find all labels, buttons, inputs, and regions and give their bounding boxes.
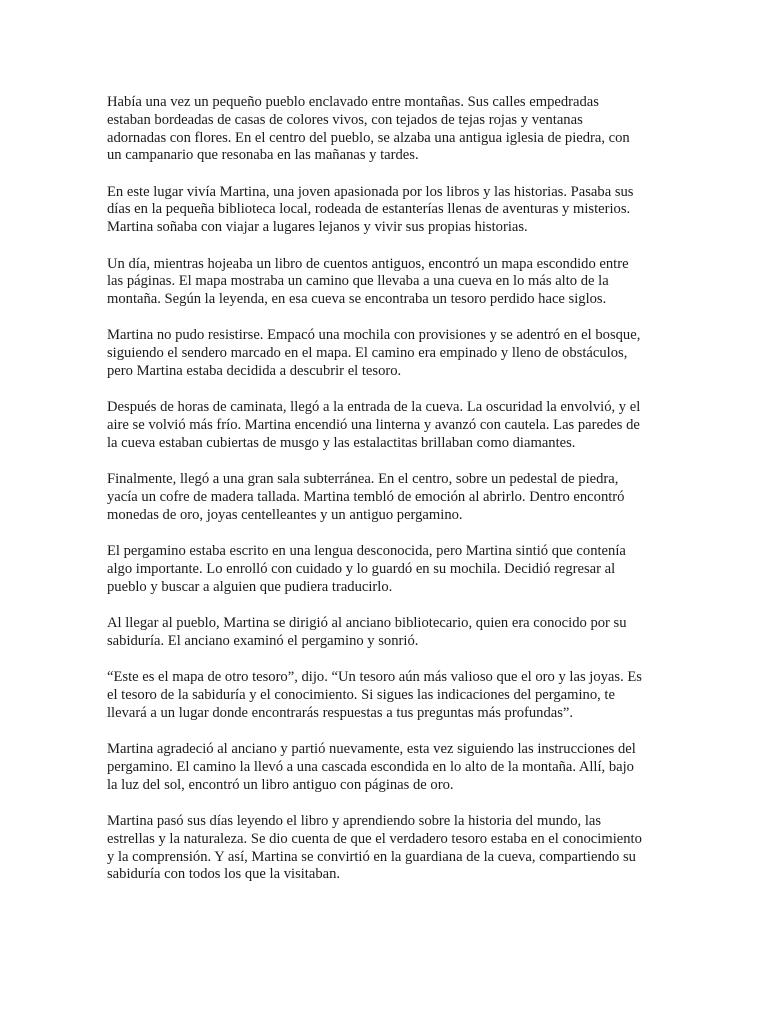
text-line: Después de horas de caminata, llegó a la entrada de la cueva. La oscuridad la envolvió, y el <box>107 399 641 416</box>
text-line: el tesoro de la sabiduría y el conocimiento. Si sigues las indicaciones del pergamino, te <box>107 686 615 703</box>
paragraph-6 <box>107 471 692 524</box>
text-line: monedas de oro, joyas centelleantes y un antiguo pergamino. <box>107 506 463 523</box>
text-line: siguiendo el sendero marcado en el mapa. El camino era empinado y lleno de obstáculos, <box>107 345 628 362</box>
paragraph-7 <box>107 543 692 596</box>
text-line: yacía un cofre de madera tallada. Martina tembló de emoción al abrirlo. Dentro encontró <box>107 489 625 506</box>
text-line: Martina agradeció al anciano y partió nuevamente, esta vez siguiendo las instrucciones del <box>107 741 636 758</box>
text-line: aire se volvió más frío. Martina encendió una linterna y avanzó con cautela. Las paredes de <box>107 417 640 434</box>
text-line: En este lugar vivía Martina, una joven apasionada por los libros y las historias. Pasaba sus <box>107 183 634 200</box>
text-line: El pergamino estaba escrito en una lengua desconocida, pero Martina sintió que contenía <box>107 543 626 560</box>
text-line: y la comprensión. Y así, Martina se convirtió en la guardiana de la cueva, compartiendo su <box>107 848 636 865</box>
text-line: pergamino. El camino la llevó a una cascada escondida en lo alto de la montaña. Allí, bajo <box>107 758 634 775</box>
text-line: pueblo y buscar a alguien que pudiera traducirlo. <box>107 578 393 595</box>
paragraph-4 <box>107 327 692 380</box>
text-line: sabiduría con todos los que la visitaban. <box>107 866 341 883</box>
text-line: estrellas y la naturaleza. Se dio cuenta de que el verdadero tesoro estaba en el conocimiento <box>107 830 642 847</box>
text-line: Finalmente, llegó a una gran sala subterránea. En el centro, sobre un pedestal de piedra, <box>107 471 619 488</box>
paragraph-1 <box>107 94 692 165</box>
document-page <box>107 94 692 903</box>
text-line: llevará a un lugar donde encontrarás respuestas a tus preguntas más profundas”. <box>107 704 574 721</box>
text-line: las páginas. El mapa mostraba un camino que llevaba a una cueva en lo más alto de la <box>107 273 609 290</box>
paragraph-8 <box>107 615 692 651</box>
text-line: sabiduría. El anciano examinó el pergamino y sonrió. <box>107 632 419 649</box>
text-line: Martina no pudo resistirse. Empacó una mochila con provisiones y se adentró en el bosque, <box>107 327 641 344</box>
paragraph-5 <box>107 399 692 452</box>
text-line: algo importante. Lo enrolló con cuidado y lo guardó en su mochila. Decidió regresar al <box>107 560 616 577</box>
paragraph-9 <box>107 669 692 722</box>
text-line: Un día, mientras hojeaba un libro de cuentos antiguos, encontró un mapa escondido entre <box>107 255 629 272</box>
text-line: adornadas con flores. En el centro del pueblo, se alzaba una antigua iglesia de piedra, con <box>107 129 630 146</box>
paragraph-10 <box>107 741 692 794</box>
paragraph-3 <box>107 256 692 309</box>
text-line: Había una vez un pequeño pueblo enclavado entre montañas. Sus calles empedradas <box>107 94 599 110</box>
text-line: “Este es el mapa de otro tesoro”, dijo. “Un tesoro aún más valioso que el oro y las joyas. Es <box>107 669 642 686</box>
text-line: un campanario que resonaba en las mañanas y tardes. <box>107 147 419 164</box>
paragraph-11 <box>107 813 692 884</box>
text-line: Martina pasó sus días leyendo el libro y aprendiendo sobre la historia del mundo, las <box>107 812 602 829</box>
text-line: días en la pequeña biblioteca local, rodeada de estanterías llenas de aventuras y misterios. <box>107 201 631 218</box>
text-line: pero Martina estaba decidida a descubrir el tesoro. <box>107 363 402 380</box>
text-line: Martina soñaba con viajar a lugares lejanos y vivir sus propias historias. <box>107 219 528 236</box>
text-line: la luz del sol, encontró un libro antiguo con páginas de oro. <box>107 776 454 793</box>
text-line: la cueva estaban cubiertas de musgo y las estalactitas brillaban como diamantes. <box>107 434 576 451</box>
text-line: estaban bordeadas de casas de colores vivos, con tejados de tejas rojas y ventanas <box>107 111 583 128</box>
text-line: Al llegar al pueblo, Martina se dirigió al anciano bibliotecario, quien era conocido por su <box>107 615 627 632</box>
text-line: montaña. Según la leyenda, en esa cueva se encontraba un tesoro perdido hace siglos. <box>107 291 607 308</box>
paragraph-2 <box>107 184 692 237</box>
